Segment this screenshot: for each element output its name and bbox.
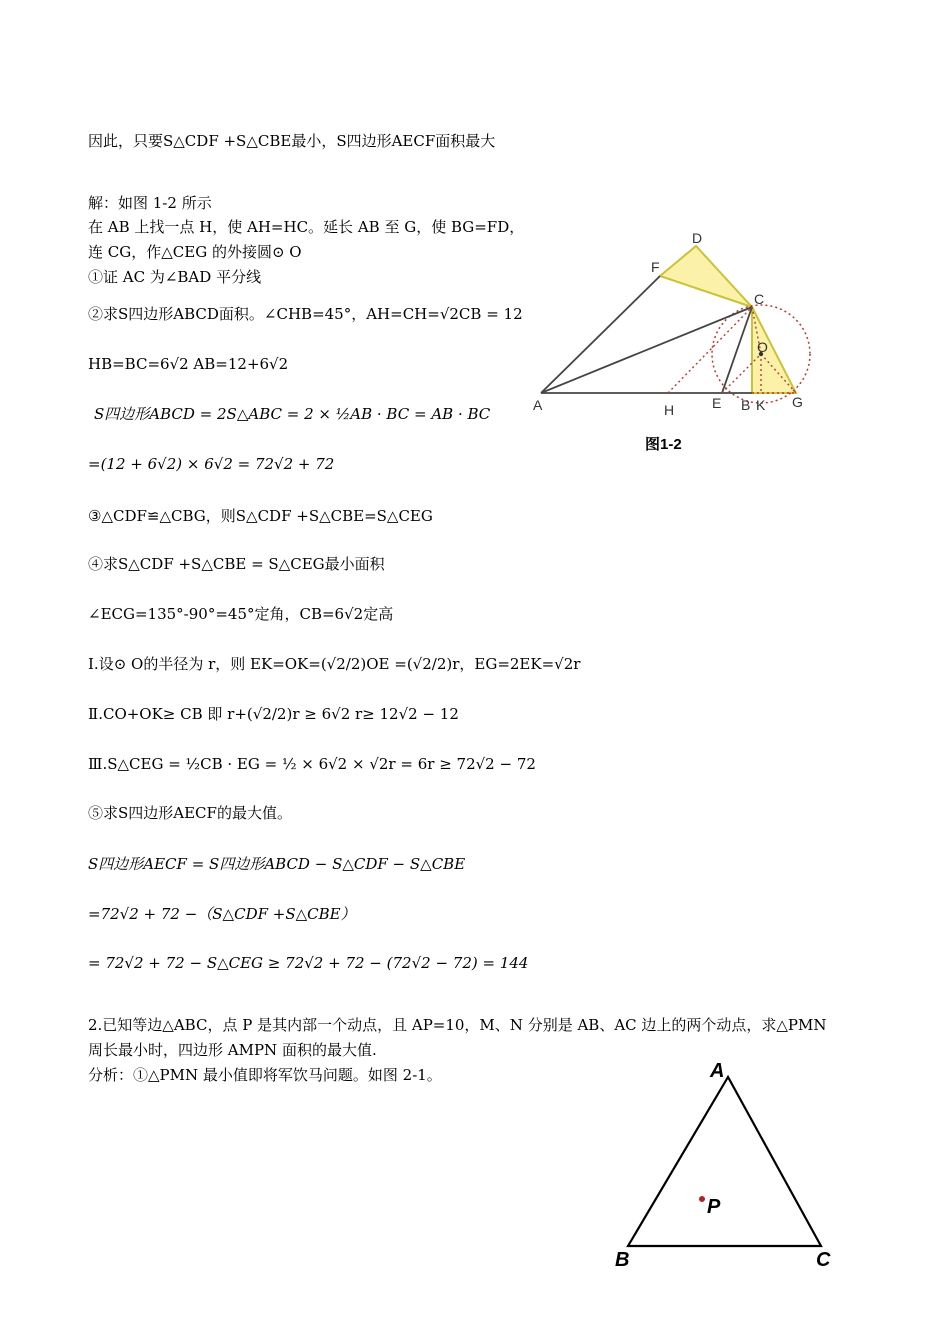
text-line-13: Ⅰ.设⊙ O的半径为 r，则 EK=OK=(√2/2)OE =(√2/2)r，EG=2EK=√2r	[88, 655, 581, 673]
text-line-3: 在 AB 上找一点 H，使 AH=HC。延长 AB 至 G，使 BG=FD，	[88, 218, 525, 236]
text-line-21: 周长最小时，四边形 AMPN 面积的最大值.	[88, 1041, 377, 1059]
line-hc	[668, 307, 752, 393]
text-line-19: = 72√2 + 72 − S△CEG ≥ 72√2 + 72 − (72√2 − 72) = 144	[88, 954, 529, 972]
label-b: B	[741, 397, 751, 413]
label-d: D	[692, 230, 703, 246]
text-line-22: 分析：①△PMN 最小值即将军饮马问题。如图 2-1。	[88, 1066, 442, 1084]
text-line-7: HB=BC=6√2 AB=12+6√2	[88, 355, 289, 373]
text-line-8: S四边形ABCD = 2S△ABC = 2 × ½AB · BC = AB · BC	[94, 405, 491, 423]
label-c2: C	[816, 1249, 831, 1271]
label-h: H	[664, 402, 675, 418]
text-line-15: Ⅲ.S△CEG = ½CB · EG = ½ × 6√2 × √2r = 6r ≥ 72√2 − 72	[88, 755, 536, 773]
text-line-18: =72√2 + 72 −（S△CDF +S△CBE）	[88, 905, 356, 923]
label-f: F	[651, 259, 660, 275]
label-p: P	[707, 1196, 721, 1218]
figure-1-2-caption: 图1-2	[645, 436, 682, 453]
text-line-20: 2.已知等边△ABC，点 P 是其内部一个动点，且 AP=10，M、N 分别是 AB、AC 边上的两个动点，求△PMN	[88, 1016, 827, 1034]
label-k: K	[756, 397, 766, 413]
label-a2: A	[710, 1060, 725, 1082]
figure-1-2	[525, 225, 825, 425]
triangle-dfc	[660, 246, 752, 307]
label-g: G	[792, 394, 803, 410]
label-a: A	[533, 397, 543, 413]
text-line-12: ∠ECG=135°-90°=45°定角，CB=6√2定高	[88, 605, 394, 623]
point-p	[699, 1196, 705, 1202]
text-line-17: S四边形AECF = S四边形ABCD − S△CDF − S△CBE	[88, 855, 466, 873]
label-c: C	[754, 291, 765, 307]
label-b2: B	[615, 1249, 630, 1271]
text-line-11: ④求S△CDF +S△CBE = S△CEG最小面积	[88, 555, 385, 573]
text-line-2: 解：如图 1-2 所示	[88, 194, 212, 212]
text-line-16: ⑤求S四边形AECF的最大值。	[88, 804, 292, 822]
triangle-abc	[628, 1077, 821, 1246]
text-line-5: ①证 AC 为∠BAD 平分线	[88, 268, 262, 286]
text-line-1: 因此，只要S△CDF +S△CBE最小，S四边形AECF面积最大	[88, 132, 496, 150]
label-e: E	[712, 395, 722, 411]
label-o: O	[757, 339, 768, 355]
figure-2-1	[605, 1058, 845, 1273]
text-line-14: Ⅱ.CO+OK≥ CB 即 r+(√2/2)r ≥ 6√2 r≥ 12√2 − 12	[88, 705, 459, 723]
text-line-9: =(12 + 6√2) × 6√2 = 72√2 + 72	[88, 455, 335, 473]
text-line-6: ②求S四边形ABCD面积。∠CHB=45°，AH=CH=√2CB = 12	[88, 305, 523, 323]
text-line-10: ③△CDF≌△CBG，则S△CDF +S△CBE=S△CEG	[88, 507, 433, 525]
text-line-4: 连 CG，作△CEG 的外接圆⊙ O	[88, 243, 302, 261]
line-af	[541, 276, 660, 393]
